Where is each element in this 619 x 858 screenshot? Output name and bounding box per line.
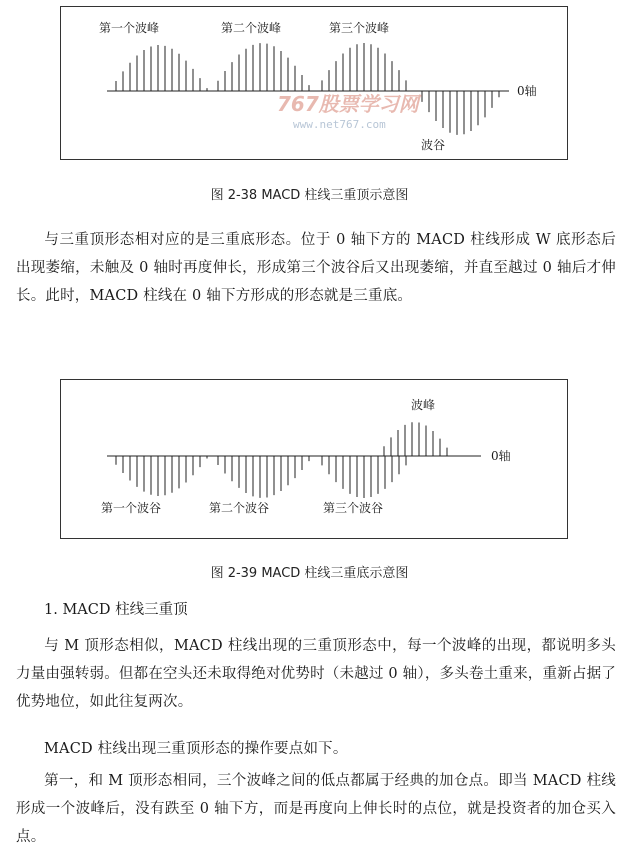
trough-label: 波谷 xyxy=(421,138,446,152)
paragraph-point-one xyxy=(16,767,616,851)
paragraph-triple-bottom-intro xyxy=(16,226,616,310)
section-heading: 1. MACD 柱线三重顶 xyxy=(44,602,188,618)
peak-label-1: 第一个波峰 xyxy=(99,21,160,35)
figure-1-caption: 图 2-38 MACD 柱线三重顶示意图 xyxy=(210,188,409,203)
histogram-bars xyxy=(116,422,447,498)
trough-label-2: 第二个波谷 xyxy=(209,501,270,515)
watermark-title: 767股票学习网 xyxy=(277,92,419,116)
watermark-url: www.net767.com xyxy=(293,118,386,131)
paragraph-triple-top-meaning xyxy=(16,632,616,716)
figure-triple-top xyxy=(60,6,568,160)
triple-bottom-diagram xyxy=(61,380,567,538)
paragraph-text: 第一，和 M 顶形态相同，三个波峰之间的低点都属于经典的加仓点。即当 MACD 柱线形成一个波峰后，没有跌至 0 轴下方，而是再度向上伸长时的点位，就是投资者的加仓买入点。 xyxy=(16,773,616,845)
paragraph-text: 与三重顶形态相对应的是三重底形态。位于 0 轴下方的 MACD 柱线形成 W 底形态后出现萎缩，未触及 0 轴时再度伸长，形成第三个波谷后又出现萎缩，并直至越过 0 轴后才伸长。此时，MACD 柱线在 0 轴下方形成的形态就是三重底。 xyxy=(16,232,616,304)
triple-top-diagram xyxy=(61,7,567,159)
paragraph-operation-intro xyxy=(16,735,616,763)
paragraph-text: MACD 柱线出现三重顶形态的操作要点如下。 xyxy=(44,741,348,757)
peak-label-3: 第三个波峰 xyxy=(329,21,390,35)
trough-label-3: 第三个波谷 xyxy=(323,501,384,515)
figure-triple-bottom xyxy=(60,379,568,539)
zero-axis-label: 0轴 xyxy=(491,449,511,463)
zero-axis-label: 0轴 xyxy=(517,84,537,98)
trough-label-1: 第一个波谷 xyxy=(101,501,162,515)
figure-2-caption: 图 2-39 MACD 柱线三重底示意图 xyxy=(210,566,409,581)
peak-label-2: 第二个波峰 xyxy=(221,21,282,35)
paragraph-text: 与 M 顶形态相似，MACD 柱线出现的三重顶形态中，每一个波峰的出现，都说明多头力量由强转弱。但都在空头还未取得绝对优势时（未越过 0 轴），多头卷土重来，重新占据了优势地位，如此往复两次。 xyxy=(16,638,616,710)
peak-label: 波峰 xyxy=(411,398,436,412)
